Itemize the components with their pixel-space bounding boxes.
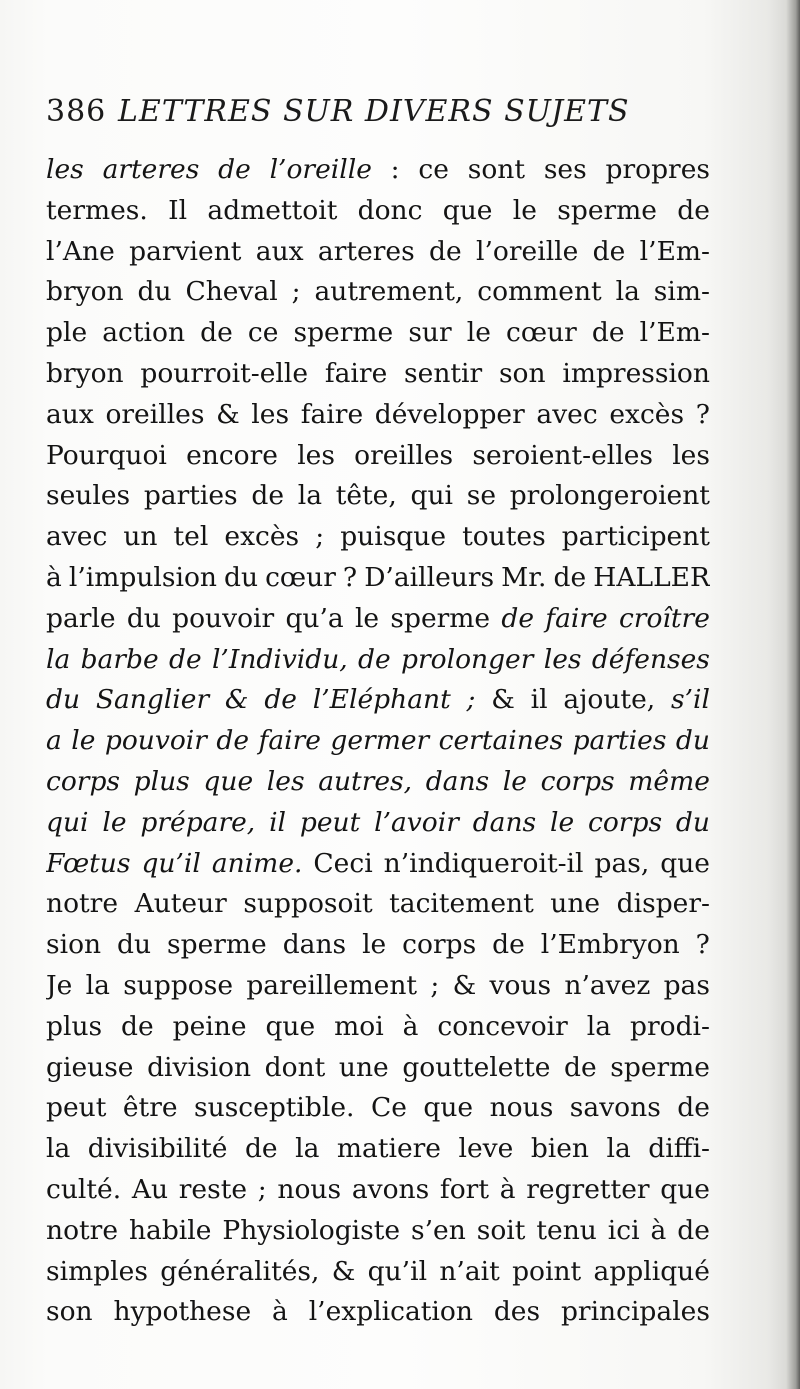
text-line: simples généralités, & qu’il n’ait point appliqué bbox=[46, 1255, 710, 1287]
page-header bbox=[46, 88, 696, 138]
text-line: a le pouvoir de faire germer certaines parties du bbox=[46, 725, 710, 757]
text-line: bryon pourroit-elle faire sentir son impression bbox=[46, 357, 710, 389]
text-line: peut être susceptible. Ce que nous savons de bbox=[46, 1092, 710, 1124]
text-line: Je la suppose pareillement ; & vous n’avez pas bbox=[46, 969, 710, 1001]
text-line: la barbe de l’Individu, de prolonger les défenses bbox=[46, 643, 710, 675]
text-line: parle du pouvoir qu’a le sperme de faire croître bbox=[46, 602, 710, 634]
text-line: la divisibilité de la matiere leve bien la diffi- bbox=[46, 1133, 710, 1165]
text-line: les arteres de l’oreille : ce sont ses propres bbox=[46, 154, 710, 185]
text-line: gieuse division dont une gouttelette de sperme bbox=[46, 1051, 710, 1083]
text-line: avec un tel excès ; puisque toutes participent bbox=[46, 521, 710, 553]
text-line: aux oreilles & les faire développer avec excès ? bbox=[46, 398, 710, 430]
body-text bbox=[46, 150, 710, 1333]
text-line: qui le prépare, il peut l’avoir dans le corps du bbox=[46, 806, 710, 838]
text-line: Pourquoi encore les oreilles seroient-elles les bbox=[46, 439, 710, 471]
text-line: sion du sperme dans le corps de l’Embryon ? bbox=[46, 929, 710, 961]
text-line: à l’impulsion du cœur ? D’ailleurs Mr. de HALLER bbox=[46, 561, 710, 593]
text-line: son hypothese à l’explication des principales bbox=[46, 1296, 710, 1328]
text-line: notre habile Physiologiste s’en soit tenu ici à de bbox=[46, 1214, 710, 1246]
text-line: ple action de ce sperme sur le cœur de l’Em- bbox=[46, 317, 710, 349]
text-line: bryon du Cheval ; autrement, comment la sim- bbox=[46, 276, 710, 308]
text-line: corps plus que les autres, dans le corps même bbox=[46, 765, 710, 797]
page-edge-shadow bbox=[786, 0, 800, 1389]
text-line: l’Ane parvient aux arteres de l’oreille de l’Em- bbox=[46, 235, 710, 267]
text-line: culté. Au reste ; nous avons fort à regretter que bbox=[46, 1173, 710, 1205]
text-line: Fœtus qu’il anime. Ceci n’indiqueroit-il pas, que bbox=[46, 847, 710, 879]
page-number: 386 bbox=[46, 94, 107, 129]
running-head: LETTRES SUR DIVERS SUJETS bbox=[118, 94, 630, 129]
text-line: termes. Il admettoit donc que le sperme de bbox=[46, 194, 710, 226]
text-line: notre Auteur supposoit tacitement une disper- bbox=[46, 888, 710, 920]
text-line: du Sanglier & de l’Eléphant ; & il ajoute, s’il bbox=[46, 684, 710, 716]
text-line: plus de peine que moi à concevoir la prodi- bbox=[46, 1010, 710, 1042]
text-line: seules parties de la tête, qui se prolongeroient bbox=[46, 480, 710, 512]
